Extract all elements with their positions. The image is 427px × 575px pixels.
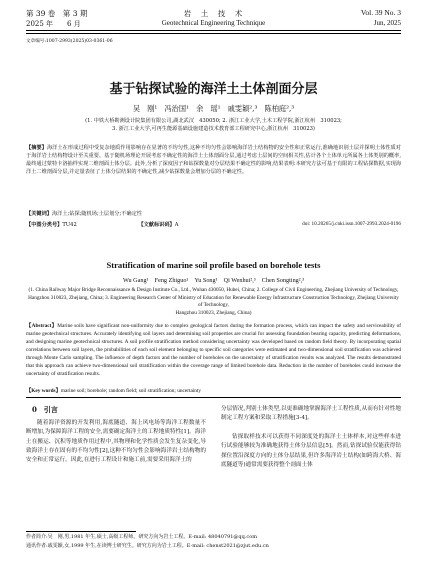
doi: doi: 10.20265/j.cnki.issn.1007-2993.2024-0196 bbox=[302, 221, 401, 227]
classification-row bbox=[26, 221, 401, 228]
body-right-2: 钻探取样技术可以获得不同深度处的海洋土土体样本,对这些样本进行试验能够较为准确地获得土体分层信息[5]。然而,钻探试验仅能获得钻探位置沿深度方向的土体分层结果,但许多海洋岩土结构(如跨海大桥、海底隧道等)通常需要获得整个剖面土体 bbox=[221, 434, 401, 468]
abstract-en bbox=[26, 322, 401, 378]
paper-title-en: Stratification of marine soil profile based on borehole tests bbox=[106, 260, 321, 270]
body-left: 随着海洋资源的开发利用,海底隧道、海上风电场等海洋工程数量不断增加,为保障海洋工程的安全,需要确定海洋土的工程地质特性[1]。海洋土在搬运、沉积等地质作用过程中,其物理和化学性质会发生复杂变化,导致海洋土存在固有的不均匀性[2],这种不均匀性会影响海洋岩土结构物的安全和正常运行。因此,在进行工程设计和施工前,需要采用海洋土的 bbox=[26, 420, 206, 464]
footnote-rule bbox=[26, 531, 136, 532]
affiliation-en-1: (1. China Railway Major Bridge Reconnaissance & Design Institute Co., Ltd., Wuhan 430050, Hubei, China; 2. College of Civil Engineering, Zhejiang University of Technology, Hangzhou 310023, Zhejiang, China; 3. Engineering Research Center of Ministry of Education for Renewable Energy Infrastructure Construction Technology, Zhejiang University of Technology, bbox=[28, 287, 399, 309]
affiliation-cn-1: (1. 中铁大桥勘测设计院集团有限公司,湖北武汉 430050; 2. 浙江工业大学,土木工程学院,浙江杭州 310023; bbox=[85, 118, 342, 124]
body-right-1: 分层情况,判别土体类型,以更准确地掌握海洋土工程性质,从而有针对性地制定工程方案和采取工程措施[3-4]。 bbox=[221, 406, 401, 422]
header-journal-en: Geotechnical Engineering Technique bbox=[161, 19, 266, 27]
clc-label: 【中图分类号】 bbox=[26, 222, 63, 228]
affiliation-en-2: Hangzhou 310023, Zhejiang, China) bbox=[175, 310, 252, 316]
clc-value: TU42 bbox=[62, 222, 77, 228]
abstract-cn bbox=[26, 144, 401, 176]
code-label: 【文献标识码】 bbox=[138, 222, 175, 228]
footnote-author: 作者简介:吴 刚,男,1981 年生,硕士,高级工程师。研究方向为岩土工程。E-mail: 48040791@qq.com bbox=[26, 534, 257, 540]
abstract-cn-text: 海洋土在形成过程中受复杂地质作用影响存在显著的不均匀性,这种不均匀性会影响海洋岩土结构物的安全性和正常运行,准确地识别土层并探明土体性质对于海洋岩土结构物设计至关重要。基于随机场理论开展考虑不确定性的海洋土土体剖面分层,通过考虑土层间的空间相关性,估计各个土体单元所属各土体类别的概率,最终通过蒙特卡洛抽样实现二维剖面土体分层。此外,分析了深度因子和钻探数量对分层结果不确定性的影响,结果表明:本研究方法可基于有限的工程钻探数据,实现海洋土二维剖面分层,并定量表征了土体分层结果的不确定性,减少钻探数量会增加分层的不确定性。 bbox=[26, 145, 402, 175]
header-year-cn: 2025 年 6 月 bbox=[26, 20, 81, 28]
footnote-corresponding: 通讯作者:戚雯颖,女,1999 年生,在读博士研究生。研究方向为岩土工程。E-mail: chenst2021@zjut.edu.cn bbox=[26, 543, 269, 549]
section-title: 0 引言 bbox=[32, 405, 58, 414]
keywords-cn-label: 【关键词】 bbox=[26, 211, 52, 217]
paper-title-cn: 基于钻探试验的海洋土土体剖面分层 bbox=[109, 82, 318, 97]
header-rule-thin bbox=[26, 33, 401, 34]
abstract-rule bbox=[26, 397, 401, 398]
authors-cn: 吴 刚¹ 冯治国¹ 余 瑶¹ 戚雯颖²,³ 陈柏庭²,³ bbox=[132, 104, 295, 113]
keywords-en-text: marine soil; borehole; random field; soil stratification; uncertainty bbox=[60, 388, 202, 394]
authors-en: Wu Gang¹ Feng Zhiguo¹ Yu Song¹ Qi Wenhui²,³ Chen Songting²,³ bbox=[122, 277, 305, 284]
header-rule bbox=[26, 30, 401, 31]
header-issue-en: Vol. 39 No. 3 bbox=[360, 8, 401, 17]
keywords-en bbox=[26, 387, 401, 395]
header-journal-cn: 岩 土 技 术 bbox=[183, 9, 244, 18]
affiliation-cn-2: 3. 浙江工业大学,可再生能源基础设施建造技术教育部工程研究中心,浙江杭州 310023) bbox=[112, 126, 315, 132]
header-issue-cn: 第 39 卷 第 3 期 bbox=[26, 9, 88, 18]
keywords-en-label: 【Key words】 bbox=[26, 388, 61, 394]
abstract-cn-label: 【摘要】 bbox=[26, 145, 47, 151]
abstract-en-text: Marine soils have significant non-uniformity due to complex geological factors during the formation process, which can impact the safety and serviceability of marine geotechnical structures. Accurately identifying soil layers and determining soil properties are crucial for assessing foundation bearing capacity, predicting deformations, and designing marine geotechnical structures. A soil profile stratification method considering uncertainty was developed based on random field theory. By incorporating spatial correlations between soil layers, the probabilities of each soil element belonging to specific soil categories were estimated and two-dimensional soil stratification was achieved through Monte Carlo sampling. The influence of depth factors and the number of boreholes on the uncertainty of stratification results was analyzed. The results demonstrated that this approach can achieve two-dimensional soil stratification within the coverage range of limited borehole data. Reduction in the number of boreholes could increase the uncertainty of stratification results. bbox=[26, 323, 402, 377]
code-value: A bbox=[174, 222, 179, 228]
keywords-cn-text: 海洋土;钻探;随机场;土层划分;不确定性 bbox=[51, 211, 142, 217]
header-date-en: Jun, 2025 bbox=[373, 19, 401, 27]
keywords-cn bbox=[26, 210, 401, 218]
abstract-en-label: 【Abstract】 bbox=[26, 323, 58, 329]
article-id: 文章编号:1007-2993(2025)03-0361-06 bbox=[26, 39, 113, 44]
